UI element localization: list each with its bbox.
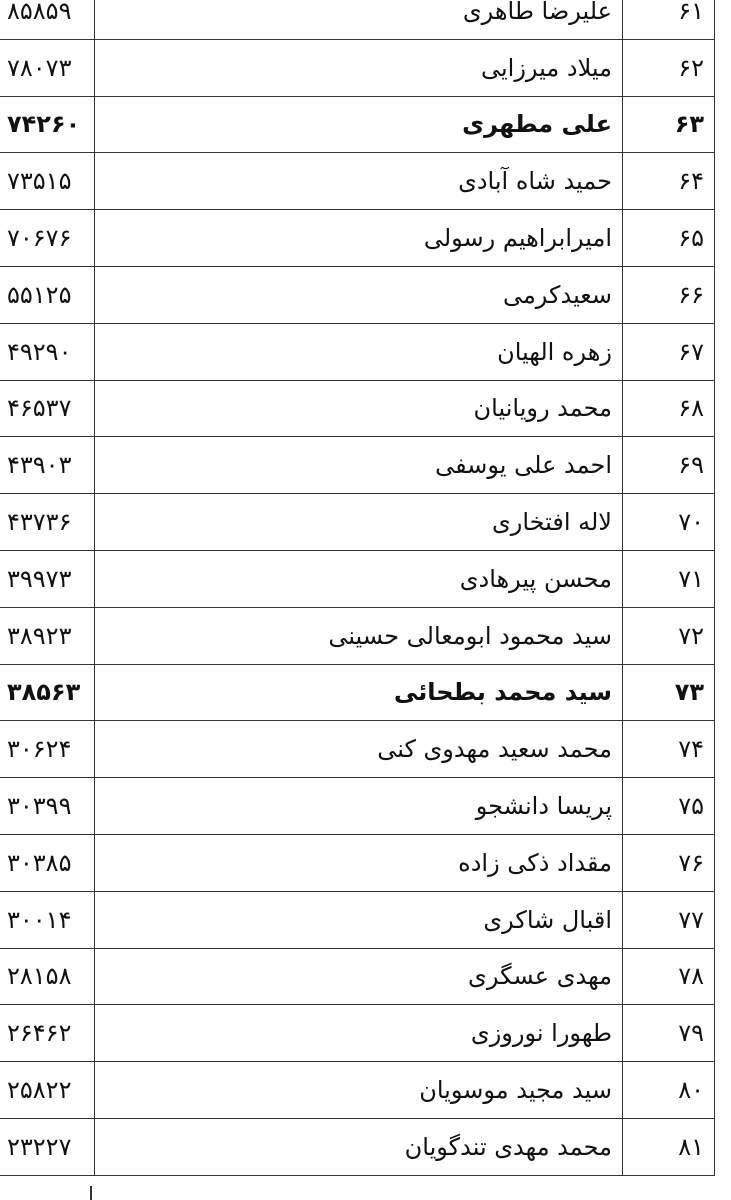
rank-cell: ۷۶ — [623, 834, 715, 891]
vote-count-cell: ۷۳۵۱۵ — [0, 153, 95, 210]
candidate-name-cell: محمد مهدی تندگویان — [95, 1118, 623, 1175]
rank-cell: ۷۰ — [623, 494, 715, 551]
vote-count-cell: ۷۴۲۶۰ — [0, 96, 95, 153]
table-row — [0, 607, 715, 664]
table-row — [0, 96, 715, 153]
candidate-name-cell: مقداد ذکی زاده — [95, 834, 623, 891]
vote-count-cell: ۷۸۰۷۳ — [0, 39, 95, 96]
vote-count-cell: ۳۰۶۲۴ — [0, 721, 95, 778]
table-row — [0, 948, 715, 1005]
table-row — [0, 1005, 715, 1062]
candidate-name-cell: محسن پیرهادی — [95, 550, 623, 607]
candidate-name-cell: حمید شاه آبادی — [95, 153, 623, 210]
table-row — [0, 891, 715, 948]
candidate-name-cell: امیرابراهیم رسولی — [95, 210, 623, 267]
candidate-name-cell: علیرضا طاهری — [95, 0, 623, 39]
table-row — [0, 834, 715, 891]
rank-cell: ۶۵ — [623, 210, 715, 267]
vote-count-cell: ۵۵۱۲۵ — [0, 266, 95, 323]
rank-cell: ۷۵ — [623, 778, 715, 835]
table-row — [0, 0, 715, 39]
table-row — [0, 266, 715, 323]
vote-count-cell: ۳۰۳۹۹ — [0, 778, 95, 835]
vote-count-cell: ۸۵۸۵۹ — [0, 0, 95, 39]
rank-cell: ۶۹ — [623, 437, 715, 494]
candidate-name-cell: سید محمد بطحائی — [95, 664, 623, 721]
candidate-name-cell: سید مجید موسویان — [95, 1062, 623, 1119]
rank-cell: ۸۱ — [623, 1118, 715, 1175]
table-row — [0, 323, 715, 380]
vote-count-cell: ۲۳۲۲۷ — [0, 1118, 95, 1175]
table-row — [0, 153, 715, 210]
candidate-name-cell: محمد سعید مهدوی کنی — [95, 721, 623, 778]
vote-count-cell: ۲۸۱۵۸ — [0, 948, 95, 1005]
rank-cell: ۷۳ — [623, 664, 715, 721]
candidate-name-cell: محمد رویانیان — [95, 380, 623, 437]
candidate-name-cell: زهره الهیان — [95, 323, 623, 380]
vote-count-cell: ۳۰۰۱۴ — [0, 891, 95, 948]
rank-cell: ۶۲ — [623, 39, 715, 96]
rank-cell: ۶۶ — [623, 266, 715, 323]
rank-cell: ۷۴ — [623, 721, 715, 778]
vote-count-cell: ۳۹۹۷۳ — [0, 550, 95, 607]
vote-count-cell: ۴۹۲۹۰ — [0, 323, 95, 380]
table-row — [0, 494, 715, 551]
vote-count-cell: ۲۶۴۶۲ — [0, 1005, 95, 1062]
vote-count-cell: ۳۸۹۲۳ — [0, 607, 95, 664]
table-row — [0, 778, 715, 835]
candidate-name-cell: سید محمود ابومعالی حسینی — [95, 607, 623, 664]
candidate-name-cell: احمد علی یوسفی — [95, 437, 623, 494]
table-row — [0, 1062, 715, 1119]
rank-cell: ۷۹ — [623, 1005, 715, 1062]
vote-count-cell: ۴۳۷۳۶ — [0, 494, 95, 551]
vote-count-cell: ۴۳۹۰۳ — [0, 437, 95, 494]
candidate-name-cell: لاله افتخاری — [95, 494, 623, 551]
candidate-name-cell: میلاد میرزایی — [95, 39, 623, 96]
rank-cell: ۷۱ — [623, 550, 715, 607]
rank-cell: ۸۰ — [623, 1062, 715, 1119]
vote-count-cell: ۷۰۶۷۶ — [0, 210, 95, 267]
rank-cell: ۶۱ — [623, 0, 715, 39]
vote-count-cell: ۴۶۵۳۷ — [0, 380, 95, 437]
table-row — [0, 380, 715, 437]
candidate-name-cell: اقبال شاکری — [95, 891, 623, 948]
candidate-name-cell: سعیدکرمی — [95, 266, 623, 323]
table-row — [0, 1118, 715, 1175]
table-row — [0, 550, 715, 607]
rank-cell: ۶۷ — [623, 323, 715, 380]
table-row — [0, 437, 715, 494]
vote-count-cell: ۲۵۸۲۲ — [0, 1062, 95, 1119]
vote-count-cell: ۳۰۳۸۵ — [0, 834, 95, 891]
rank-cell: ۷۲ — [623, 607, 715, 664]
rank-cell: ۷۷ — [623, 891, 715, 948]
rank-cell: ۶۴ — [623, 153, 715, 210]
rank-cell: ۶۸ — [623, 380, 715, 437]
table-row — [0, 210, 715, 267]
candidate-name-cell: علی مطهری — [95, 96, 623, 153]
table-row — [0, 721, 715, 778]
rank-cell: ۶۳ — [623, 96, 715, 153]
table-row — [0, 39, 715, 96]
rank-cell: ۷۸ — [623, 948, 715, 1005]
table-row — [0, 664, 715, 721]
candidate-name-cell: پریسا دانشجو — [95, 778, 623, 835]
candidate-name-cell: مهدی عسگری — [95, 948, 623, 1005]
vote-count-cell: ۳۸۵۶۳ — [0, 664, 95, 721]
table-border-fragment — [90, 1186, 92, 1200]
candidate-name-cell: طهورا نوروزی — [95, 1005, 623, 1062]
